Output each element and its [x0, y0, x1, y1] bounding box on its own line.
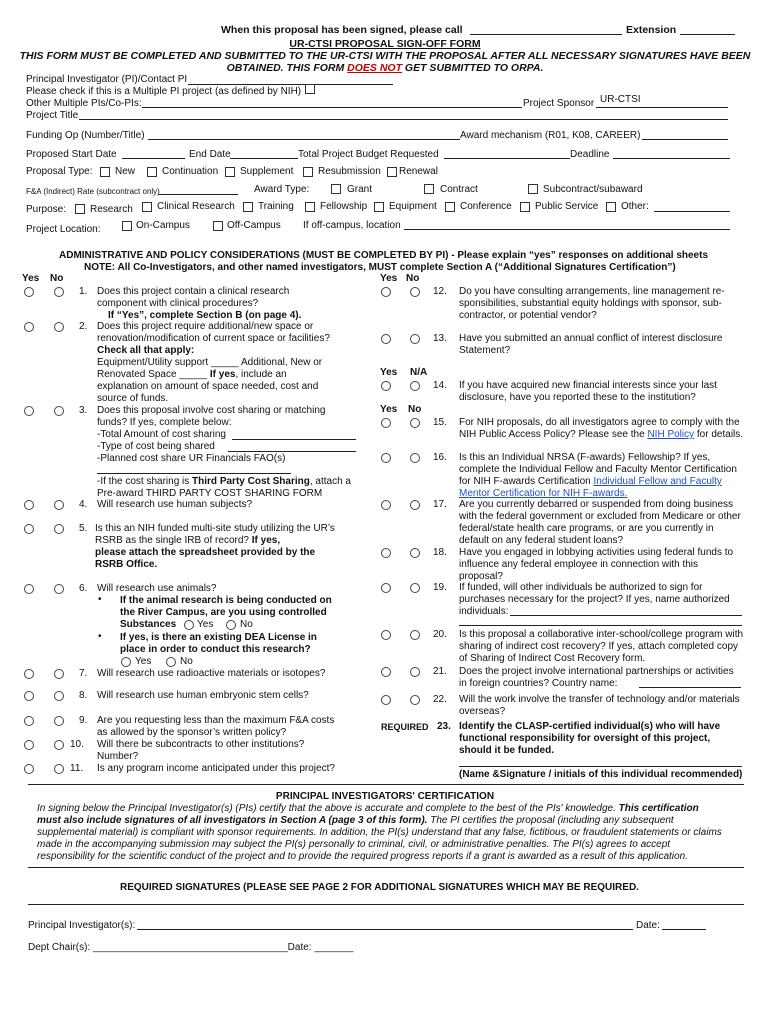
- q6-b2-b: place in order to conduct this research?: [120, 644, 311, 655]
- cert-divider-bottom: [28, 867, 744, 868]
- q17-text-d: default on any federal student loans?: [459, 535, 624, 546]
- admin-heading: ADMINISTRATIVE AND POLICY CONSIDERATIONS (MUST BE COMPLETED BY PI) - Please explain “yes” responses on additional sheets: [59, 250, 709, 261]
- purpose-label: Purpose:: [26, 204, 67, 215]
- sponsor-value[interactable]: UR-CTSI: [600, 94, 641, 105]
- project-title-label: Project Title: [26, 110, 79, 121]
- q12-text-c: contractor, or potential vendor?: [459, 310, 597, 321]
- award-mech-field[interactable]: [642, 139, 728, 140]
- q4-text: Will research use human subjects?: [97, 499, 253, 510]
- q10-yes-radio[interactable]: [24, 740, 34, 750]
- q10-text-a: Will there be subcontracts to other institutions?: [97, 739, 305, 750]
- purpose-conference-label: Conference: [460, 201, 512, 212]
- q3-fao-field[interactable]: [97, 473, 291, 474]
- type-renewal-checkbox[interactable]: [387, 167, 397, 177]
- pi-date-label: Date:: [636, 920, 660, 931]
- award-contract-label: Contract: [440, 184, 478, 195]
- q23-text-a: Identify the CLASP-certified individual(s) who will have: [459, 721, 721, 732]
- nih-policy-link[interactable]: NIH Policy: [647, 429, 695, 440]
- q17-number: 17.: [433, 499, 447, 510]
- q19-text-a: If funded, will other individuals be authorized to sign for: [459, 582, 703, 593]
- q3-text-e: -Planned cost share UR Financials FAO(s): [97, 453, 286, 464]
- q19-text-b: purchases necessary for the project? If yes, name authorized: [459, 594, 730, 605]
- q2-no-radio[interactable]: [54, 322, 64, 332]
- q8-no-radio[interactable]: [54, 691, 64, 701]
- q12-text-a: Do you have consulting arrangements, line management re-: [459, 286, 725, 297]
- funding-op-field[interactable]: [148, 139, 460, 140]
- deadline-label: Deadline: [570, 149, 610, 160]
- q19-names-field-2[interactable]: [459, 625, 742, 626]
- on-campus-checkbox[interactable]: [122, 221, 132, 231]
- q2-text-f: explanation on amount of space needed, cost and: [97, 381, 319, 392]
- right-yes-header: Yes: [380, 273, 398, 284]
- q21-text-a: Does the project involve international partnerships or activities: [459, 666, 734, 677]
- q10-text-b: Number?: [97, 751, 139, 762]
- q22-text-b: overseas?: [459, 706, 506, 717]
- q1-text-a: Does this project contain a clinical research: [97, 286, 290, 297]
- signatures-divider: [28, 904, 744, 905]
- q23-signature-field[interactable]: [459, 766, 742, 767]
- q3-total-field[interactable]: [232, 439, 356, 440]
- project-title-field[interactable]: [79, 119, 728, 120]
- off-campus-label: Off-Campus: [227, 220, 281, 231]
- q3-text-d: -Type of cost being shared: [97, 441, 215, 452]
- q19-no-radio[interactable]: [410, 583, 420, 593]
- q3-text-b: funds? If yes, complete below:: [97, 417, 232, 428]
- q18-text-c: proposal?: [459, 571, 503, 582]
- award-grant-checkbox[interactable]: [331, 184, 341, 194]
- q23-text-c: should it be funded.: [459, 745, 554, 756]
- purpose-other-label: Other:: [621, 201, 649, 212]
- start-date-field[interactable]: [122, 158, 185, 159]
- q18-number: 18.: [433, 547, 447, 558]
- purpose-fellowship-checkbox[interactable]: [305, 202, 315, 212]
- type-continuation-label: Continuation: [162, 166, 219, 177]
- purpose-research-label: Research: [90, 204, 133, 215]
- q1-text-b: component with clinical procedures?: [97, 298, 259, 309]
- location-label: Project Location:: [26, 224, 101, 235]
- q14-yes-header: Yes: [380, 367, 398, 378]
- q7-no-radio[interactable]: [54, 669, 64, 679]
- q5-text-c: please attach the spreadsheet provided by the: [95, 547, 316, 558]
- q2-text-g: source of funds.: [97, 393, 169, 404]
- left-yes-header: Yes: [22, 273, 40, 284]
- q9-text-a: Are you requesting less than the maximum F&A costs: [97, 715, 335, 726]
- cert-divider-top: [28, 784, 744, 785]
- q1-no-radio[interactable]: [54, 287, 64, 297]
- q14-na-radio[interactable]: [410, 381, 420, 391]
- q20-yes-radio[interactable]: [381, 630, 391, 640]
- q16-yes-radio[interactable]: [381, 453, 391, 463]
- q14-number: 14.: [433, 380, 447, 391]
- q21-no-radio[interactable]: [410, 667, 420, 677]
- q10-no-radio[interactable]: [54, 740, 64, 750]
- pi-signature-field[interactable]: [137, 929, 633, 930]
- q13-number: 13.: [433, 333, 447, 344]
- q5-number: 5.: [79, 523, 88, 534]
- q9-number: 9.: [79, 715, 88, 726]
- q15-no-header: No: [408, 404, 422, 415]
- q20-text-c: of Sharing of Indirect Cost Recovery form.: [459, 653, 646, 664]
- q2-text-c: Check all that apply:: [97, 345, 195, 356]
- must-line-1: THIS FORM MUST BE COMPLETED AND SUBMITTED TO THE UR-CTSI WITH THE PROPOSAL AFTER ALL NECESSARY SIGNATURES HAVE BEEN: [19, 50, 751, 62]
- q14-na-header: N/A: [410, 367, 428, 378]
- q6-substances-no-radio[interactable]: [226, 620, 236, 630]
- pi-date-field[interactable]: [662, 929, 706, 930]
- q23-number: 23.: [437, 721, 451, 732]
- q17-yes-radio[interactable]: [381, 500, 391, 510]
- deadline-field[interactable]: [613, 158, 730, 159]
- purpose-training-label: Training: [258, 201, 294, 212]
- q6-b1-a: If the animal research is being conducted on: [120, 595, 332, 606]
- q1-yes-radio[interactable]: [24, 287, 34, 297]
- sponsor-field[interactable]: [596, 107, 728, 108]
- q13-text-a: Have you submitted an annual conflict of interest disclosure: [459, 333, 723, 344]
- purpose-other-field[interactable]: [654, 211, 730, 212]
- q3-text-a: Does this proposal involve cost sharing or matching: [97, 405, 326, 416]
- start-date-label: Proposed Start Date: [26, 149, 117, 160]
- q13-no-radio[interactable]: [410, 334, 420, 344]
- q17-no-radio[interactable]: [410, 500, 420, 510]
- q6-no-radio[interactable]: [54, 584, 64, 594]
- other-pis-field[interactable]: [142, 107, 522, 108]
- q3-text-g: Pre-award THIRD PARTY COST SHARING FORM: [97, 488, 323, 499]
- q18-text-b: influence any federal employee in connection with this: [459, 559, 699, 570]
- q4-no-radio[interactable]: [54, 500, 64, 510]
- q16-text-a: Is this an Individual NRSA (F-awards) Fellowship? If yes,: [459, 452, 711, 463]
- q15-text-b: NIH Public Access Policy? Please see the NIH Policy for details.: [459, 429, 744, 440]
- q3-text-c: -Total Amount of cost sharing: [97, 429, 226, 440]
- q4-number: 4.: [79, 499, 88, 510]
- q11-text: Is any program income anticipated under this project?: [97, 763, 335, 774]
- award-contract-checkbox[interactable]: [424, 184, 434, 194]
- cert-line-5: responsibility for the scientific conduct of the project and to provide the required progress reports if a grant is awarded as a result of this application.: [37, 851, 688, 862]
- proposal-type-label: Proposal Type:: [26, 166, 93, 177]
- cert-line-2: must also include signatures of all investigators in Section A (page 3 of this form). The PI certifies the proposal (including any subsequent: [37, 815, 674, 826]
- q6-text: Will research use animals?: [97, 583, 217, 594]
- extension-label: Extension: [626, 24, 677, 36]
- q8-number: 8.: [79, 690, 88, 701]
- cert-line-4: made in the accompanying submission may subject the PI(s) personally to criminal, civil, or administrative penalties. The PI(s) agrees to accept: [37, 839, 671, 850]
- q6-substances-no-label: No: [240, 619, 253, 630]
- q6-substances-yes-radio[interactable]: [184, 620, 194, 630]
- fa-rate-field[interactable]: [158, 194, 238, 195]
- q10-number: 10.: [70, 739, 84, 750]
- type-resubmission-checkbox[interactable]: [303, 167, 313, 177]
- multiple-pi-checkbox[interactable]: [305, 84, 315, 94]
- q16-text-c: for NIH F-awards Certification Individual Fellow and Faculty: [459, 476, 722, 487]
- q16-text-b: complete the Individual Fellow and Faculty Mentor Certification: [459, 464, 737, 475]
- type-renewal-label: Renewal: [399, 166, 438, 177]
- q11-no-radio[interactable]: [54, 764, 64, 774]
- q7-text: Will research use radioactive materials or isotopes?: [97, 668, 326, 679]
- q14-text-a: If you have acquired new financial interests since your last: [459, 380, 717, 391]
- q19-number: 19.: [433, 582, 447, 593]
- purpose-clinical-checkbox[interactable]: [142, 202, 152, 212]
- end-date-field[interactable]: [230, 158, 298, 159]
- q12-number: 12.: [433, 286, 447, 297]
- q22-number: 22.: [433, 694, 447, 705]
- q6-yes-radio[interactable]: [24, 584, 34, 594]
- on-campus-label: On-Campus: [136, 220, 190, 231]
- type-resubmission-label: Resubmission: [318, 166, 381, 177]
- pi-signature-label: Principal Investigator(s):: [28, 920, 136, 931]
- award-subcontract-checkbox[interactable]: [528, 184, 538, 194]
- q19-text-c: individuals:: [459, 606, 509, 617]
- dept-chair-line[interactable]: Dept Chair(s): ___________________________________Date: _______: [28, 942, 354, 953]
- purpose-research-checkbox[interactable]: [75, 204, 85, 214]
- q7-number: 7.: [79, 668, 88, 679]
- q6-dea-no-label: No: [180, 656, 193, 667]
- q3-no-radio[interactable]: [54, 406, 64, 416]
- purpose-training-checkbox[interactable]: [243, 202, 253, 212]
- purpose-public-label: Public Service: [535, 201, 599, 212]
- admin-note: NOTE: All Co-Investigators, and other named investigators, MUST complete Section A (“Additional Signatures Certification”): [84, 262, 676, 273]
- q15-yes-radio[interactable]: [381, 418, 391, 428]
- off-campus-location-field[interactable]: [404, 229, 730, 230]
- type-supplement-checkbox[interactable]: [225, 167, 235, 177]
- purpose-equipment-label: Equipment: [389, 201, 437, 212]
- q18-no-radio[interactable]: [410, 548, 420, 558]
- q2-text-a: Does this project require additional/new space or: [97, 321, 314, 332]
- q6-substances-yes-label: Yes: [197, 619, 214, 630]
- q8-yes-radio[interactable]: [24, 691, 34, 701]
- q1-number: 1.: [79, 286, 88, 297]
- q16-number: 16.: [433, 452, 447, 463]
- q3-yes-radio[interactable]: [24, 406, 34, 416]
- cert-heading: PRINCIPAL INVESTIGATORS' CERTIFICATION: [275, 791, 495, 802]
- purpose-fellowship-label: Fellowship: [320, 201, 368, 212]
- extension-field[interactable]: [680, 34, 735, 35]
- q15-yes-header: Yes: [380, 404, 398, 415]
- q6-dea-yes-label: Yes: [135, 656, 152, 667]
- q5-no-radio[interactable]: [54, 524, 64, 534]
- q23-signature-caption: (Name &Signature / initials of this individual recommended): [459, 769, 743, 780]
- q22-text-a: Will the work involve the transfer of technology and/or materials: [459, 694, 740, 705]
- q6-b1-c: Substances: [120, 619, 177, 630]
- q5-text-d: RSRB Office.: [95, 559, 158, 570]
- q9-yes-radio[interactable]: [24, 716, 34, 726]
- q15-text-a: For NIH proposals, do all investigators agree to comply with the: [459, 417, 740, 428]
- q15-number: 15.: [433, 417, 447, 428]
- q22-yes-radio[interactable]: [381, 695, 391, 705]
- q5-yes-radio[interactable]: [24, 524, 34, 534]
- q14-yes-radio[interactable]: [381, 381, 391, 391]
- q6-dea-no-radio[interactable]: [166, 657, 176, 667]
- q7-yes-radio[interactable]: [24, 669, 34, 679]
- purpose-public-checkbox[interactable]: [520, 202, 530, 212]
- q12-yes-radio[interactable]: [381, 287, 391, 297]
- q17-text-c: federal/state health care programs, or are you currently in: [459, 523, 714, 534]
- type-new-checkbox[interactable]: [100, 167, 110, 177]
- q2-yes-radio[interactable]: [24, 322, 34, 332]
- q13-text-b: Statement?: [459, 345, 511, 356]
- q23-required-label: REQUIRED: [381, 722, 429, 732]
- q18-yes-radio[interactable]: [381, 548, 391, 558]
- q12-text-b: sponsibilities, substantial equity holdings with sponsor, sub-: [459, 298, 722, 309]
- q3-number: 3.: [79, 405, 88, 416]
- q21-country-field[interactable]: [639, 687, 741, 688]
- q20-number: 20.: [433, 629, 447, 640]
- q6-b1-b: the River Campus, are you using controlled: [120, 607, 327, 618]
- q17-text-a: Are you currently debarred or suspended from doing business: [459, 499, 734, 510]
- signatures-heading: REQUIRED SIGNATURES (PLEASE SEE PAGE 2 FOR ADDITIONAL SIGNATURES WHICH MAY BE REQUIRED.: [120, 882, 639, 893]
- fa-rate-label: F&A (Indirect) Rate (subcontract only): [26, 187, 160, 196]
- off-campus-location-label: If off-campus, location: [303, 220, 401, 231]
- q2-text-d: Equipment/Utility support _____ Additional, New or: [97, 357, 323, 368]
- q19-yes-radio[interactable]: [381, 583, 391, 593]
- signed-call-text: When this proposal has been signed, please call: [221, 24, 463, 36]
- q6-dea-yes-radio[interactable]: [121, 657, 131, 667]
- q6-b2-a: If yes, is there an existing DEA License in: [120, 632, 317, 643]
- award-mech-label: Award mechanism (R01, K08, CAREER): [460, 130, 641, 141]
- type-new-label: New: [115, 166, 136, 177]
- form-title: UR-CTSI PROPOSAL SIGN-OFF FORM: [289, 38, 481, 50]
- off-campus-checkbox[interactable]: [213, 221, 223, 231]
- budget-field[interactable]: [444, 158, 570, 159]
- right-no-header: No: [406, 273, 420, 284]
- fellow-mentor-link-cont[interactable]: Mentor Certification for NIH F-awards.: [459, 488, 628, 499]
- must-line-2: OBTAINED. THIS FORM DOES NOT GET SUBMITTED TO ORPA.: [226, 62, 544, 74]
- q16-no-radio[interactable]: [410, 453, 420, 463]
- type-supplement-label: Supplement: [240, 166, 294, 177]
- type-continuation-checkbox[interactable]: [147, 167, 157, 177]
- call-name-field[interactable]: [470, 34, 622, 35]
- q2-text-b: renovation/modification of current space or facilities?: [97, 333, 330, 344]
- q21-yes-radio[interactable]: [381, 667, 391, 677]
- q20-text-b: sharing of indirect cost recovery? If yes, attach completed copy: [459, 641, 739, 652]
- q12-no-radio[interactable]: [410, 287, 420, 297]
- fellow-mentor-link[interactable]: Individual Fellow and Faculty: [593, 476, 722, 487]
- award-type-label: Award Type:: [254, 184, 310, 195]
- q21-text-b: in foreign countries? Country name:: [459, 678, 618, 689]
- q11-yes-radio[interactable]: [24, 764, 34, 774]
- q8-text: Will research use human embryonic stem cells?: [97, 690, 309, 701]
- q17-text-b: with the federal government or excluded from Medicare or other: [459, 511, 741, 522]
- q4-yes-radio[interactable]: [24, 500, 34, 510]
- q6-bullet-1-icon: •: [98, 594, 102, 605]
- q19-names-field[interactable]: [510, 615, 742, 616]
- cert-line-3: supplemental material) is compliant with sponsor requirements. In addition, the PI(s) understand that any false, fictitious, or fraudulent statements or claims: [37, 827, 722, 838]
- q2-text-e: Renovated Space _____ If yes, include an: [97, 369, 287, 380]
- does-not-emphasis: DOES NOT: [347, 62, 403, 74]
- q18-text-a: Have you engaged in lobbying activities using federal funds to: [459, 547, 734, 558]
- q20-text-a: Is this proposal a collaborative inter-school/college program with: [459, 629, 744, 640]
- q5-text-a: Is this an NIH funded multi-site study utilizing the UR’s: [95, 523, 335, 534]
- q9-text-b: as allowed by the sponsor’s written policy?: [97, 727, 287, 738]
- q9-no-radio[interactable]: [54, 716, 64, 726]
- q15-no-radio[interactable]: [410, 418, 420, 428]
- end-date-label: End Date: [189, 149, 231, 160]
- sponsor-label: Project Sponsor: [523, 98, 595, 109]
- other-pis-label: Other Multiple PIs/Co-PIs:: [26, 98, 142, 109]
- pi-field[interactable]: [188, 84, 393, 85]
- budget-label: Total Project Budget Requested: [298, 149, 439, 160]
- q6-bullet-2-icon: •: [98, 631, 102, 642]
- purpose-other-checkbox[interactable]: [606, 202, 616, 212]
- purpose-equipment-checkbox[interactable]: [374, 202, 384, 212]
- funding-op-label: Funding Op (Number/Title): [26, 130, 145, 141]
- q3-type-field[interactable]: [228, 451, 356, 452]
- q21-number: 21.: [433, 666, 447, 677]
- q22-no-radio[interactable]: [410, 695, 420, 705]
- pi-label: Principal Investigator (PI)/Contact PI: [26, 74, 188, 85]
- q1-text-c: If “Yes”, complete Section B (on page 4).: [108, 310, 302, 321]
- multiple-pi-label: Please check if this is a Multiple PI project (as defined by NIH): [26, 86, 302, 97]
- cert-line-1: In signing below the Principal Investigator(s) (PIs) certify that the above is accurate and complete to the best of the PIs' knowledge. This certification: [37, 803, 699, 814]
- q6-number: 6.: [79, 583, 88, 594]
- q20-no-radio[interactable]: [410, 630, 420, 640]
- q3-text-f: -If the cost sharing is Third Party Cost Sharing, attach a: [97, 476, 351, 487]
- award-grant-label: Grant: [347, 184, 373, 195]
- purpose-conference-checkbox[interactable]: [445, 202, 455, 212]
- q2-number: 2.: [79, 321, 88, 332]
- left-no-header: No: [50, 273, 64, 284]
- q11-number: 11.: [70, 763, 84, 774]
- q23-text-b: functional responsibility for oversight of this project,: [459, 733, 711, 744]
- award-subcontract-label: Subcontract/subaward: [543, 184, 643, 195]
- q13-yes-radio[interactable]: [381, 334, 391, 344]
- purpose-clinical-label: Clinical Research: [157, 201, 235, 212]
- q14-text-b: disclosure, have you reported these to the institution?: [459, 392, 696, 403]
- q5-text-b: RSRB as the single IRB of record? If yes,: [95, 535, 281, 546]
